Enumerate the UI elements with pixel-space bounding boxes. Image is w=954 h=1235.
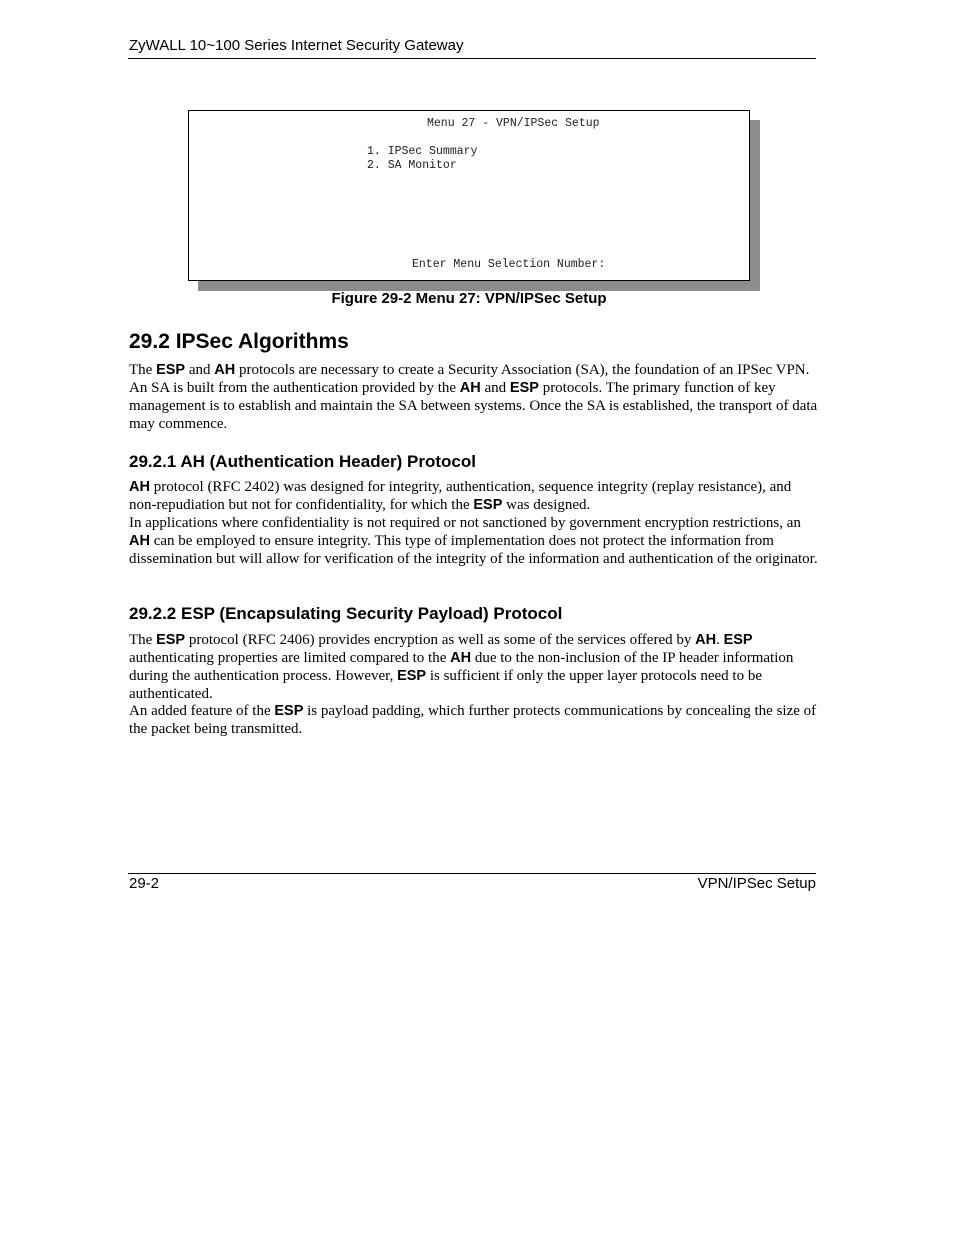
footer-divider [128, 873, 816, 874]
esp-heading: 29.2.2 ESP (Encapsulating Security Payload) Protocol [129, 604, 563, 623]
figure-caption: Figure 29-2 Menu 27: VPN/IPSec Setup [331, 290, 607, 307]
esp-paragraph-2: An added feature of the ESP is payload padding, which further protects communications by concealing the size of the packet being transmitted. [129, 703, 817, 737]
menu-item-ipsec-summary: 1. IPSec Summary [367, 145, 478, 158]
section-heading: 29.2 IPSec Algorithms [129, 330, 349, 353]
ah-heading: 29.2.1 AH (Authentication Header) Protocol [129, 452, 476, 471]
ah-paragraph-2: In applications where confidentiality is not required or not sanctioned by government encryption restrictions, an AH can be employed to ensure integrity. This type of implementation does not protect the information from dissemination but will allow for verification of the integrity of the information and authentication of the originator. [129, 515, 818, 567]
menu-item-sa-monitor: 2. SA Monitor [367, 159, 457, 172]
page-number: 29-2 [129, 875, 160, 892]
menu-prompt: Enter Menu Selection Number: [412, 258, 606, 271]
running-header: ZyWALL 10~100 Series Internet Security Gateway [129, 37, 464, 54]
intro-paragraph: The ESP and AH protocols are necessary to create a Security Association (SA), the foundation of an IPSec VPN. An SA is built from the authentication provided by the AH and ESP protocols. The primary function of key management is to establish and maintain the SA between systems. Once the SA is established, the transport of data may commence. [129, 362, 818, 432]
terminal-screen [188, 110, 750, 281]
menu-title: Menu 27 - VPN/IPSec Setup [427, 117, 600, 130]
chapter-title: VPN/IPSec Setup [697, 875, 816, 892]
ah-paragraph-1: AH protocol (RFC 2402) was designed for integrity, authentication, sequence integrity (replay resistance), and non-repudiation but not for confidentiality, for which the ESP was designed. [129, 479, 792, 513]
header-divider [128, 58, 816, 59]
esp-paragraph-1: The ESP protocol (RFC 2406) provides encryption as well as some of the services offered by AH. ESP authenticating properties are limited compared to the AH due to the non-inclusion of the IP header information during the authentication process. However, ESP is sufficient if only the upper layer protocols need to be authenticated. [129, 632, 794, 702]
